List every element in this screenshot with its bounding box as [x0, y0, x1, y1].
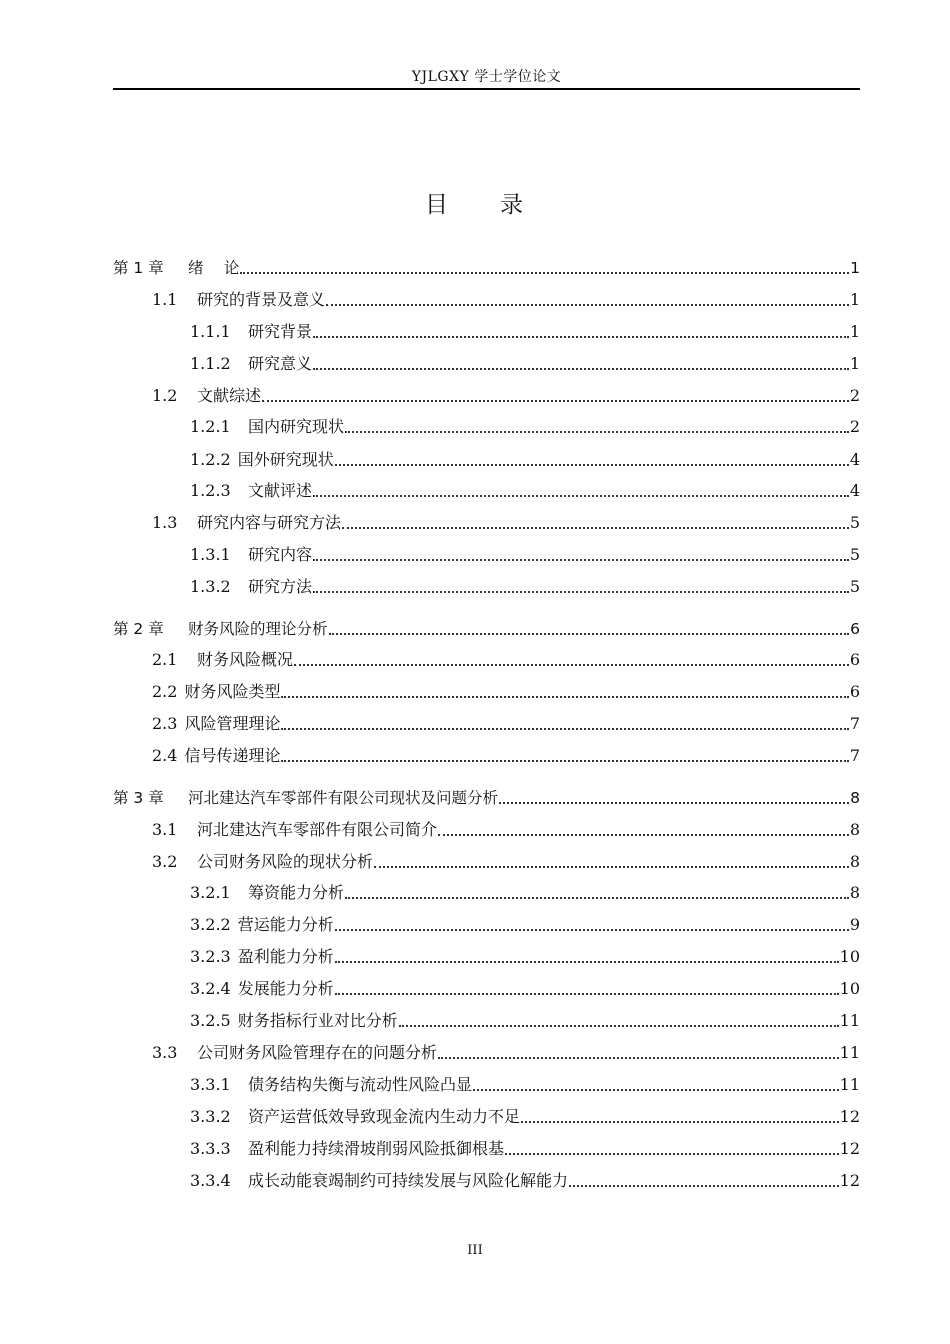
- toc-entry[interactable]: [190, 1073, 860, 1097]
- toc-entry-number: 1.3: [152, 513, 178, 532]
- toc-entry-title: 研究意义: [248, 354, 313, 373]
- toc-leader-dots: [438, 1057, 839, 1059]
- toc-entry-page: 4: [849, 481, 860, 500]
- toc-entry-number: 3.2.2: [190, 915, 231, 934]
- toc-entry-page: 2: [849, 386, 860, 405]
- toc-entry-number: 1.1: [152, 290, 178, 309]
- toc-entry-title: 营运能力分析: [237, 915, 334, 934]
- toc-entry-title: 国内研究现状: [248, 417, 345, 436]
- toc-leader-dots: [345, 897, 849, 899]
- toc-entry-title: 风险管理理论: [184, 714, 281, 733]
- toc-entry-page: 5: [849, 513, 860, 532]
- toc-entry-page: 2: [849, 417, 860, 436]
- toc-entry[interactable]: [152, 1041, 860, 1065]
- toc-entry[interactable]: [190, 977, 860, 1001]
- toc-entry[interactable]: [190, 352, 860, 376]
- toc-entry-page: 10: [839, 947, 860, 966]
- toc-entry-page: 10: [839, 979, 860, 998]
- toc-leader-dots: [521, 1121, 839, 1123]
- toc-entry-number: 2.4: [152, 746, 178, 765]
- toc-entry-number: 1.2.2: [190, 450, 231, 469]
- toc-entry[interactable]: [190, 320, 860, 344]
- toc-leader-dots: [313, 336, 849, 338]
- toc-entry-number: 3.3: [152, 1043, 178, 1062]
- toc-entry-title: 信号传递理论: [184, 746, 281, 765]
- toc-entry-page: 8: [849, 820, 860, 839]
- toc-entry-number: 3.2.5: [190, 1011, 231, 1030]
- toc-entry[interactable]: [190, 575, 860, 599]
- toc-entry[interactable]: [190, 1105, 860, 1129]
- toc-entry-page: 1: [849, 322, 860, 341]
- toc-entry-title: 文献评述: [248, 481, 313, 500]
- toc-entry[interactable]: [152, 288, 860, 312]
- toc-leader-dots: [335, 929, 849, 931]
- toc-leader-dots: [473, 1089, 839, 1091]
- toc-leader-dots: [438, 834, 849, 836]
- toc-leader-dots: [335, 464, 849, 466]
- toc-entry-number: 3.2.1: [190, 883, 231, 902]
- toc-entry-page: 9: [849, 915, 860, 934]
- toc-entry-title: 公司财务风险管理存在的问题分析: [197, 1043, 438, 1062]
- toc-entry[interactable]: [152, 384, 860, 408]
- toc-entry-page: 11: [839, 1011, 860, 1030]
- toc-entry-title: 盈利能力持续滑坡削弱风险抵御根基: [248, 1139, 505, 1158]
- toc-entry-number: 1.3.1: [190, 545, 231, 564]
- toc-entry-page: 6: [849, 650, 860, 669]
- toc-leader-dots: [313, 368, 849, 370]
- toc-entry-title: 财务指标行业对比分析: [237, 1011, 398, 1030]
- toc-entry[interactable]: [190, 1137, 860, 1161]
- toc-leader-dots: [240, 272, 849, 274]
- toc-entry-title: 研究内容: [248, 545, 313, 564]
- toc-entry-title: 财务风险概况: [197, 650, 294, 669]
- toc-entry[interactable]: [190, 913, 860, 937]
- toc-entry-title: 绪 论: [188, 259, 240, 277]
- toc-entry-number: 3.3.3: [190, 1139, 231, 1158]
- toc-entry[interactable]: [152, 850, 860, 874]
- toc-entry-title: 财务风险类型: [184, 682, 281, 701]
- toc-leader-dots: [313, 495, 849, 497]
- toc-entry-page: 8: [850, 789, 860, 807]
- toc-entry-page: 1: [849, 290, 860, 309]
- toc-entry[interactable]: [152, 511, 860, 535]
- toc-entry-number: 2.2: [152, 682, 178, 701]
- toc-entry-number: 1.2.3: [190, 481, 231, 500]
- toc-entry-number: 1.1.2: [190, 354, 231, 373]
- toc-leader-dots: [499, 802, 849, 804]
- toc-entry-page: 4: [849, 450, 860, 469]
- toc-leader-dots: [281, 696, 848, 698]
- page-header: [113, 66, 860, 90]
- toc-entry-number: 3.2.3: [190, 947, 231, 966]
- toc-entry[interactable]: [190, 1169, 860, 1193]
- toc-leader-dots: [281, 760, 848, 762]
- toc-entry-number: 3.1: [152, 820, 178, 839]
- toc-entry[interactable]: [190, 945, 860, 969]
- toc-entry-page: 5: [849, 545, 860, 564]
- toc-entry-page: 6: [850, 620, 860, 638]
- toc-leader-dots: [262, 400, 849, 402]
- toc-entry[interactable]: [113, 256, 860, 280]
- toc-leader-dots: [399, 1025, 839, 1027]
- toc-entry-title: 研究内容与研究方法: [197, 513, 342, 532]
- toc-entry-title: 国外研究现状: [237, 450, 334, 469]
- toc-entry-title: 资产运营低效导致现金流内生动力不足: [248, 1107, 521, 1126]
- toc-title: 目 录: [425, 192, 525, 218]
- toc-entry-number: 1.3.2: [190, 577, 231, 596]
- toc-entry-page: 12: [839, 1171, 860, 1190]
- toc-entry[interactable]: [190, 543, 860, 567]
- toc-entry-title: 研究的背景及意义: [197, 290, 326, 309]
- toc-leader-dots: [326, 304, 849, 306]
- toc-entry-page: 12: [839, 1139, 860, 1158]
- toc-entry[interactable]: [152, 818, 860, 842]
- toc-entry-page: 8: [849, 852, 860, 871]
- toc-entry-number: 1.2.1: [190, 417, 231, 436]
- toc-entry-title: 研究方法: [248, 577, 313, 596]
- toc-entry[interactable]: [152, 744, 860, 768]
- toc-leader-dots: [569, 1185, 839, 1187]
- toc-entry-number: 3.3.1: [190, 1075, 231, 1094]
- toc-entry-page: 7: [849, 746, 860, 765]
- toc-entry[interactable]: [113, 617, 860, 641]
- toc-entry-number: 第 1 章: [113, 259, 164, 277]
- toc-leader-dots: [329, 633, 850, 635]
- toc-entry-title: 盈利能力分析: [237, 947, 334, 966]
- toc-entry[interactable]: [190, 415, 860, 439]
- toc-leader-dots: [281, 728, 848, 730]
- toc-entry-number: 3.3.2: [190, 1107, 231, 1126]
- toc-entry-number: 3.3.4: [190, 1171, 231, 1190]
- toc-entry-title: 成长动能衰竭制约可持续发展与风险化解能力: [248, 1171, 569, 1190]
- toc-entry[interactable]: [113, 786, 860, 810]
- toc-entry-page: 7: [849, 714, 860, 733]
- toc-leader-dots: [505, 1153, 839, 1155]
- toc-entry-title: 债务结构失衡与流动性风险凸显: [248, 1075, 473, 1094]
- toc-entry-number: 1.1.1: [190, 322, 231, 341]
- toc-entry-number: 2.1: [152, 650, 178, 669]
- toc-entry[interactable]: [190, 1009, 860, 1033]
- toc-entry-number: 第 2 章: [113, 620, 164, 638]
- toc-entry[interactable]: [190, 881, 860, 905]
- toc-entry-page: 12: [839, 1107, 860, 1126]
- header-text: YJLGXY 学士学位论文: [411, 69, 562, 85]
- toc-leader-dots: [342, 527, 849, 529]
- toc-entry-title: 筹资能力分析: [248, 883, 345, 902]
- toc-entry-page: 11: [839, 1043, 860, 1062]
- toc-entry-page: 1: [850, 259, 860, 277]
- toc-entry-number: 3.2: [152, 852, 178, 871]
- toc-entry[interactable]: [190, 479, 860, 503]
- toc-entry-number: 第 3 章: [113, 789, 164, 807]
- toc-leader-dots: [345, 431, 849, 433]
- toc-entry[interactable]: [152, 680, 860, 704]
- toc-entry-title: 研究背景: [248, 322, 313, 341]
- toc-leader-dots: [335, 961, 839, 963]
- toc-entry-page: 11: [839, 1075, 860, 1094]
- toc-entry-title: 发展能力分析: [237, 979, 334, 998]
- toc-leader-dots: [374, 866, 849, 868]
- toc-entry[interactable]: [152, 648, 860, 672]
- toc-entry-title: 河北建达汽车零部件有限公司现状及问题分析: [188, 789, 499, 807]
- toc-leader-dots: [313, 591, 849, 593]
- toc-entry-number: 3.2.4: [190, 979, 231, 998]
- toc-leader-dots: [294, 664, 849, 666]
- toc-entry-number: 1.2: [152, 386, 178, 405]
- toc-entry-page: 1: [849, 354, 860, 373]
- toc-entry-page: 6: [849, 682, 860, 701]
- toc-entry[interactable]: [152, 712, 860, 736]
- toc-entry-title: 河北建达汽车零部件有限公司简介: [197, 820, 438, 839]
- toc-entry-title: 公司财务风险的现状分析: [197, 852, 374, 871]
- page-number: III: [467, 1243, 483, 1258]
- toc-leader-dots: [335, 993, 839, 995]
- toc-entry-title: 财务风险的理论分析: [188, 620, 328, 638]
- toc-entry-title: 文献综述: [197, 386, 262, 405]
- toc-entry-number: 2.3: [152, 714, 178, 733]
- toc-entry-page: 8: [849, 883, 860, 902]
- toc-entry-page: 5: [849, 577, 860, 596]
- toc-entry[interactable]: [190, 448, 860, 472]
- toc-leader-dots: [313, 559, 849, 561]
